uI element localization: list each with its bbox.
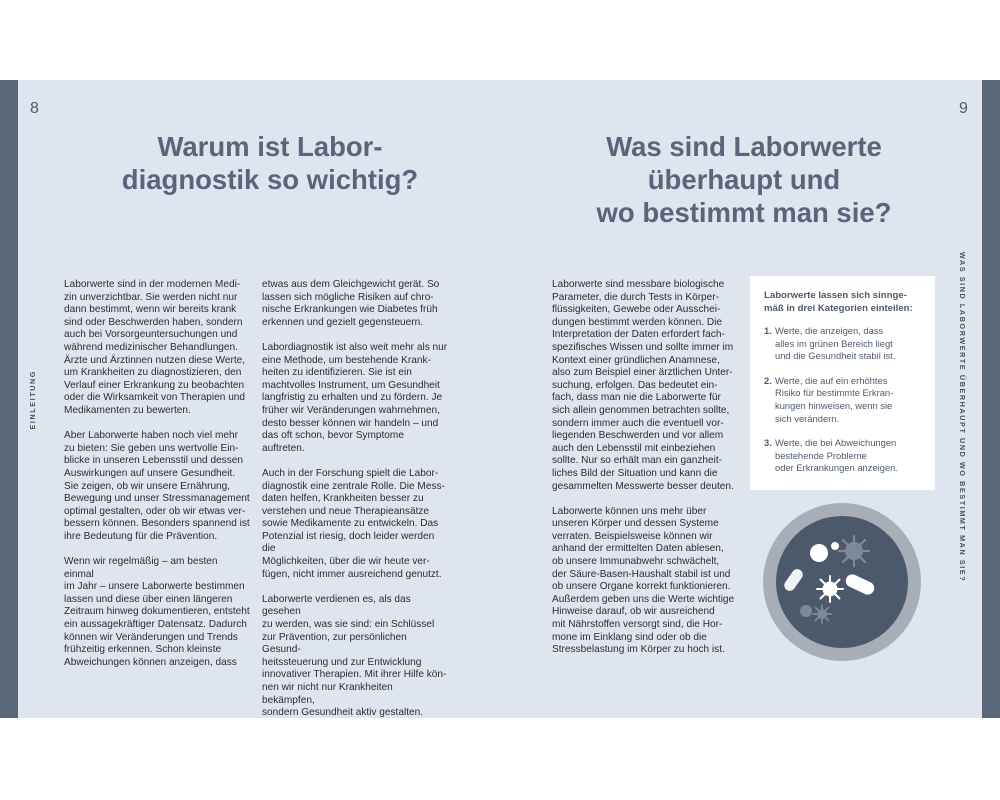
- body-paragraph: etwas aus dem Gleichgewicht gerät. So lassen sich mögliche Risiken auf chro- nische Erkrankungen wie Diabetes früh erkennen und gezielt gegensteuern.: [262, 279, 440, 328]
- info-item-1: [764, 325, 921, 363]
- page-number-right: 9: [959, 100, 968, 117]
- right-edge-bar: [982, 80, 1000, 718]
- virus-large-icon: [839, 536, 869, 566]
- right-page-title: Was sind Laborwerte überhaupt und wo bestimmt man sie?: [596, 131, 892, 228]
- info-item-number: 1.: [764, 325, 772, 336]
- info-item-number: 2.: [764, 374, 772, 386]
- info-item-text: Werte, die auf ein erhöhtes Risiko für bestimmte Erkran- kungen hinweisen, wenn sie sich verändern.: [775, 374, 894, 424]
- info-item-number: 3.: [764, 437, 772, 449]
- section-label-right: WAS SIND LABORWERTE ÜBERHAUPT UND WO BESTIMMT MAN SIE?: [958, 252, 967, 583]
- info-item-text: Werte, die bei Abweichungen bestehende Probleme oder Erkrankungen anzeigen.: [775, 437, 899, 474]
- virus-small-icon: [813, 605, 831, 623]
- body-paragraph: Wenn wir regelmäßig – am besten einmal im Jahr – unsere Laborwerte bestimmen lassen und diese über einen längeren Zeitraum hinweg dokumentieren, entsteht ein aussagekräftiger Datensatz. Dadurch können wir Veränderungen und Trends frühzeitig erkennen. Schon kleinste Abweichungen können anzeigen, dass: [64, 556, 250, 668]
- info-item-3: [764, 437, 921, 475]
- body-column-1: [64, 279, 250, 682]
- cell-white-icon: [810, 544, 828, 562]
- left-page-title: Warum ist Labor- diagnostik so wichtig?: [121, 131, 419, 195]
- info-box-title: Laborwerte lassen sich sinnge- mäß in drei Kategorien einteilen:: [764, 290, 913, 314]
- body-paragraph: Laborwerte sind messbare biologische Parameter, die durch Tests in Körper- flüssigkeiten, Gewebe oder Ausschei- dungen bestimmt werden können. Die Interpretation der Daten erfordert fach- spezifisches Wissen und sollte immer im Kontext einer gründlichen Anamnese, also zum Beispiel einer ärztlichen Unter- suchung, erfolgen. Das bedeutet ein- fach, dass man nie die Laborwerte für sich allein genommen betrachten sollte, sondern immer auch die eventuell vor- liegenden Beschwerden und vor allem auch den Lebensstil mit einbeziehen sollte. Nur so erhält man ein ganzheit- liches Bild der Situation und kann die gesammelten Messwerte besser deuten.: [552, 279, 734, 492]
- body-paragraph: Laborwerte sind in der modernen Medi- zin unverzichtbar. Sie werden nicht nur dann bestimmt, wenn wir bereits krank sind oder Beschwerden haben, sondern auch bei Vorsorgeuntersuchungen und während medizinischer Behandlungen. Ärzte und Ärztinnen nutzen diese Werte, um Krankheiten zu diagnostizieren, den Verlauf einer Erkrankung zu beobachten oder die Wirksamkeit von Therapien und Medikamenten zu bewerten.: [64, 279, 246, 416]
- info-item-text: Werte, die anzeigen, dass alles im grünen Bereich liegt und die Gesundheit stabil ist.: [775, 325, 896, 362]
- cell-small-icon: [831, 542, 839, 550]
- section-label-left: EINLEITUNG: [28, 370, 37, 430]
- body-column-2: [262, 279, 448, 732]
- body-paragraph: Aber Laborwerte haben noch viel mehr zu bieten: Sie geben uns wertvolle Ein- blicke in unseren Lebensstil und dessen Auswirkungen auf unsere Gesundheit. Sie zeigen, ob wir unsere Ernährung, Bewegung und unser Stressmanagement optimal gestalten, oder ob wir etwas ver- bessern können. Besonders spannend ist ihre Bedeutung für die Prävention.: [64, 430, 250, 542]
- body-paragraph: Auch in der Forschung spielt die Labor- diagnostik eine zentrale Rolle. Die Mess- daten helfen, Krankheiten besser zu verstehen und neue Therapieansätze sowie Medikamente zu entwickeln. Das Potenzial ist riesig, doch leider werden die Möglichkeiten, über die wir heute ver- fügen, nicht immer ausreichend genutzt.: [262, 467, 445, 580]
- info-box: [750, 276, 935, 490]
- body-paragraph: Laborwerte können uns mehr über unseren Körper und dessen Systeme verraten. Beispielsweise können wir anhand der ermittelten Daten ablesen, ob unsere Immunabwehr schwächelt, der Säure-Basen-Haushalt stabil ist und ob unsere Organe korrekt funktionieren. Außerdem geben uns die Werte wichtige Hinweise darauf, ob wir ausreichend mit Nährstoffen versorgt sind, die Hor- mone im Einklang sind oder ob die Stressbelastung im Körper zu hoch ist.: [552, 505, 735, 656]
- petri-dish-microbes-icon: [762, 502, 922, 662]
- book-spread: [0, 80, 1000, 718]
- left-edge-bar: [0, 80, 18, 718]
- body-paragraph: Labordiagnostik ist also weit mehr als nur eine Methode, um bestehende Krank- heiten zu identifizieren. Sie ist ein machtvolles Instrument, um Gesundheit langfristig zu erhalten und zu fördern. Je früher wir Veränderungen wahrnehmen, desto besser können wir handeln – und das oft schon, bevor Symptome auftreten.: [262, 341, 448, 454]
- cell-grey-icon: [800, 605, 812, 617]
- page-number-left: 8: [30, 100, 39, 117]
- info-box-list: [764, 325, 921, 475]
- body-paragraph: Laborwerte verdienen es, als das gesehen zu werden, was sie sind: ein Schlüssel zur Prävention, zur persönlichen Gesund- heitssteuerung und zur Entwicklung innovativer Therapien. Mit ihrer Hilfe kön- nen wir nicht nur Krankheiten bekämpfen, sondern Gesundheit aktiv gestalten.: [262, 593, 447, 719]
- body-column-3: [552, 279, 742, 669]
- info-item-2: [764, 375, 921, 425]
- virus-white-icon: [817, 576, 843, 602]
